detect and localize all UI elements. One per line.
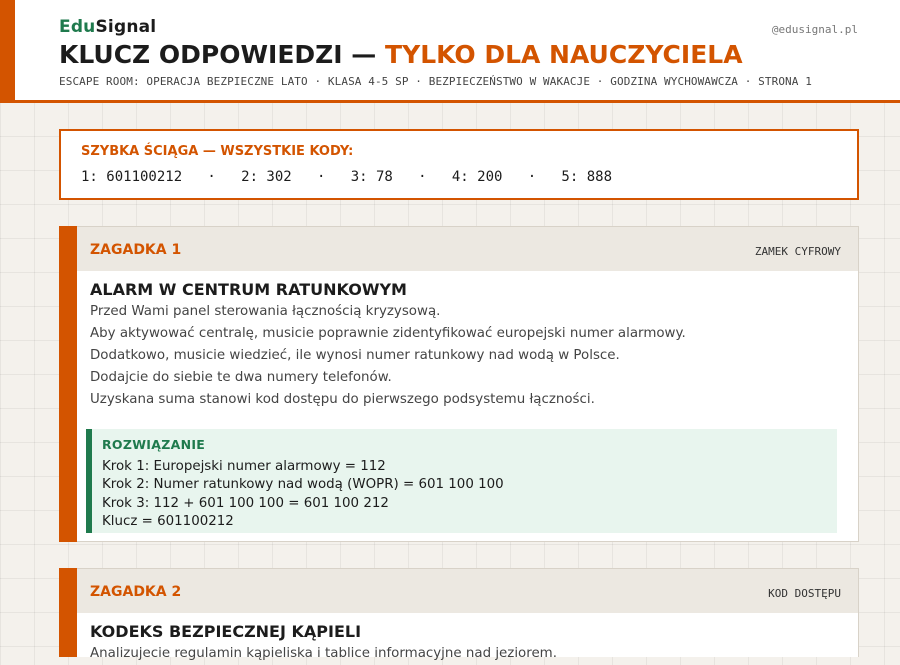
puzzle-description-line: Uzyskana suma stanowi kod dostępu do pierwszego podsystemu łączności.: [90, 392, 595, 407]
solution-steps: [102, 458, 504, 531]
puzzle-card-1: [59, 226, 859, 542]
solution-step: Krok 2: Numer ratunkowy nad wodą (WOPR) = 601 100 100: [102, 477, 504, 493]
puzzle-name: ALARM W CENTRUM RATUNKOWYM: [90, 280, 407, 299]
header-accent-bar: [0, 0, 15, 103]
brand-part-edu: Edu: [59, 17, 96, 37]
puzzle-description: [90, 643, 557, 665]
puzzle-label: ZAGADKA 2: [90, 584, 182, 600]
page-header: [0, 0, 900, 103]
cheat-sheet-codes: 1: 601100212 · 2: 302 · 3: 78 · 4: 200 · 5: 888: [81, 169, 613, 185]
puzzle-accent-bar: [59, 568, 77, 657]
page-title: [59, 40, 743, 69]
puzzle-description-line: Analizujecie regulamin kąpieliska i tablice informacyjne nad jeziorem.: [90, 646, 557, 661]
puzzle-type: ZAMEK CYFROWY: [754, 245, 841, 258]
social-handle: @edusignal.pl: [771, 23, 858, 36]
solution-key: Klucz = 601100212: [102, 513, 234, 529]
solution-step: Krok 1: Europejski numer alarmowy = 112: [102, 459, 386, 474]
page-subtitle: ESCAPE ROOM: OPERACJA BEZPIECZNE LATO · KLASA 4-5 SP · BEZPIECZEŃSTWO W WAKACJE · GODZINA WYCHOWAWCZA · STRONA 1: [59, 75, 812, 88]
puzzle-description: [90, 301, 686, 411]
puzzle-name: KODEKS BEZPIECZNEJ KĄPIELI: [90, 622, 362, 641]
puzzle-header: [77, 569, 858, 613]
puzzle-type: KOD DOSTĘPU: [768, 587, 841, 600]
puzzle-description-line: Przed Wami panel sterowania łącznością kryzysową.: [90, 304, 441, 319]
puzzle-card-2: [59, 568, 859, 661]
puzzle-accent-bar: [59, 226, 77, 542]
page-title-main: KLUCZ ODPOWIEDZI —: [59, 40, 377, 69]
puzzle-label: ZAGADKA 1: [90, 242, 182, 258]
puzzle-header: [77, 227, 858, 271]
solution-label: ROZWIĄZANIE: [102, 437, 206, 452]
cheat-sheet-title: SZYBKA ŚCIĄGA — WSZYSTKIE KODY:: [81, 144, 354, 159]
brand-part-signal: Signal: [95, 17, 157, 37]
solution-box: [86, 429, 837, 533]
puzzle-description-line: Dodajcie do siebie te dwa numery telefonów.: [90, 370, 392, 385]
page-title-accent: TYLKO DLA NAUCZYCIELA: [385, 40, 743, 69]
puzzle-description-line: Aby aktywować centralę, musicie poprawnie zidentyfikować europejski numer alarmowy.: [90, 326, 686, 341]
solution-step: Krok 3: 112 + 601 100 100 = 601 100 212: [102, 495, 389, 511]
brand-logo: [59, 17, 156, 37]
cheat-sheet-box: [59, 129, 859, 200]
puzzle-description-line: Dodatkowo, musicie wiedzieć, ile wynosi numer ratunkowy nad wodą w Polsce.: [90, 348, 620, 363]
